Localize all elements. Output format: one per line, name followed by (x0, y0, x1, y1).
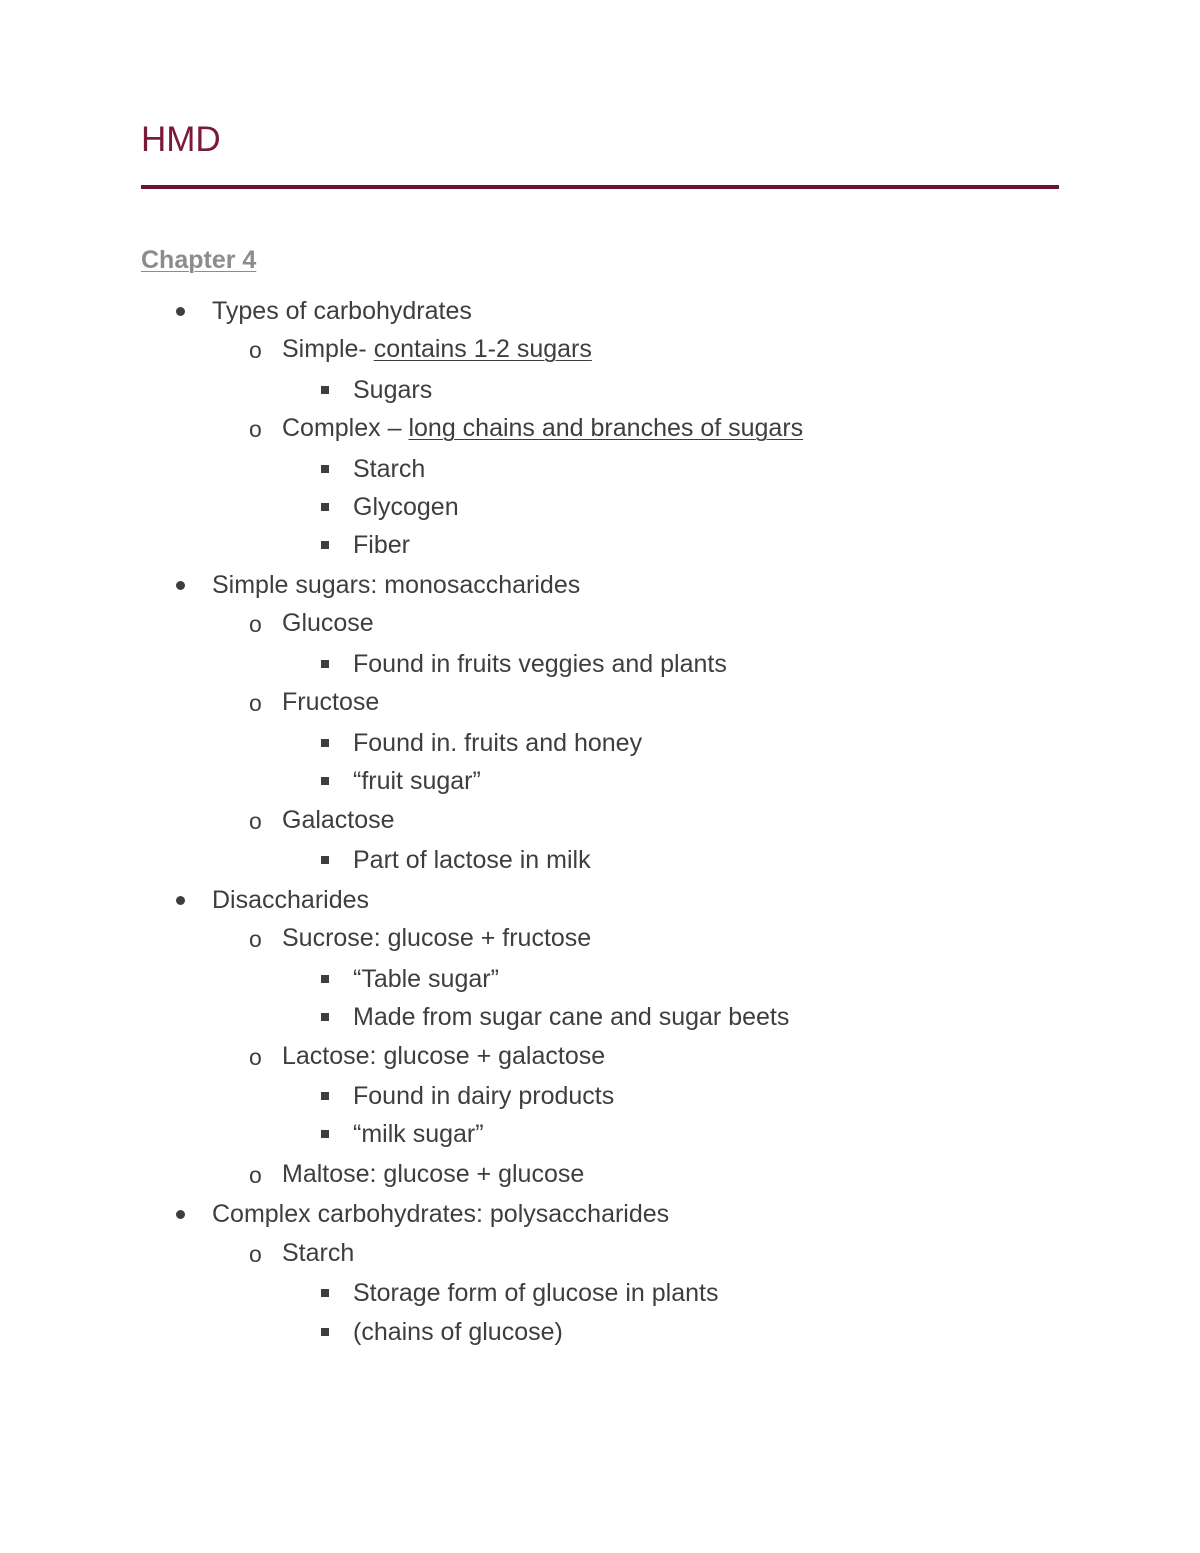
outline-item-level1: Disaccharides (212, 886, 370, 914)
outline-item-level3: Found in fruits veggies and plants (353, 650, 727, 678)
outline-item-level3: Storage form of glucose in plants (353, 1279, 719, 1307)
bullet-square-icon (321, 660, 329, 668)
bullet-square-icon (321, 1013, 329, 1021)
outline-item-level3: Starch (353, 455, 426, 483)
bullet-square-icon (321, 503, 329, 511)
title-divider (141, 185, 1059, 189)
outline-item-level2: Starch (282, 1239, 355, 1267)
bullet-square-icon (321, 465, 329, 473)
outline-item-level3: Fiber (353, 531, 410, 559)
outline-item-level3: “Table sugar” (353, 965, 499, 993)
bullet-circle-icon: o (249, 926, 262, 952)
bullet-square-icon (321, 1289, 329, 1297)
bullet-circle-icon: o (249, 1044, 262, 1070)
outline-item-level2 (282, 333, 592, 365)
outline-item-level3: (chains of glucose) (353, 1318, 563, 1346)
outline-item-level2: Glucose (282, 609, 374, 637)
item-label: Simple- (282, 335, 374, 363)
outline-item-level2: Maltose: glucose + glucose (282, 1160, 585, 1188)
bullet-square-icon (321, 856, 329, 864)
bullet-circle-icon: o (249, 690, 262, 716)
bullet-circle-icon: o (249, 808, 262, 834)
outline-item-level2: Galactose (282, 806, 395, 834)
outline-item-level1: Simple sugars: monosaccharides (212, 571, 581, 599)
chapter-heading: Chapter 4 (141, 246, 257, 274)
outline-item-level1: Complex carbohydrates: polysaccharides (212, 1200, 670, 1228)
bullet-circle-icon: o (249, 1162, 262, 1188)
item-definition: long chains and branches of sugars (408, 414, 804, 442)
bullet-square-icon (321, 1328, 329, 1336)
outline-item-level3: Found in dairy products (353, 1082, 615, 1110)
bullet-square-icon (321, 975, 329, 983)
bullet-disc-icon (176, 581, 185, 590)
document-title: HMD (141, 120, 221, 159)
bullet-disc-icon (176, 1210, 185, 1219)
bullet-circle-icon: o (249, 1241, 262, 1267)
bullet-square-icon (321, 1130, 329, 1138)
bullet-circle-icon: o (249, 611, 262, 637)
bullet-disc-icon (176, 896, 185, 905)
item-definition: contains 1-2 sugars (373, 335, 592, 363)
outline-item-level2 (282, 412, 803, 444)
outline-item-level3: “milk sugar” (353, 1120, 484, 1148)
bullet-square-icon (321, 541, 329, 549)
outline-item-level3: Found in. fruits and honey (353, 729, 643, 757)
outline-item-level2: Lactose: glucose + galactose (282, 1042, 606, 1070)
outline-item-level3: Part of lactose in milk (353, 846, 591, 874)
item-label: Complex – (282, 414, 409, 442)
outline-item-level2: Sucrose: glucose + fructose (282, 924, 592, 952)
bullet-circle-icon: o (249, 416, 262, 442)
bullet-square-icon (321, 739, 329, 747)
outline-item-level2: Fructose (282, 688, 380, 716)
outline-item-level3: “fruit sugar” (353, 767, 481, 795)
bullet-square-icon (321, 1092, 329, 1100)
bullet-square-icon (321, 386, 329, 394)
outline-item-level3: Made from sugar cane and sugar beets (353, 1003, 790, 1031)
outline-item-level1: Types of carbohydrates (212, 297, 472, 325)
outline-item-level3: Glycogen (353, 493, 459, 521)
bullet-square-icon (321, 777, 329, 785)
outline-item-level3: Sugars (353, 376, 433, 404)
bullet-circle-icon: o (249, 337, 262, 363)
bullet-disc-icon (176, 307, 185, 316)
